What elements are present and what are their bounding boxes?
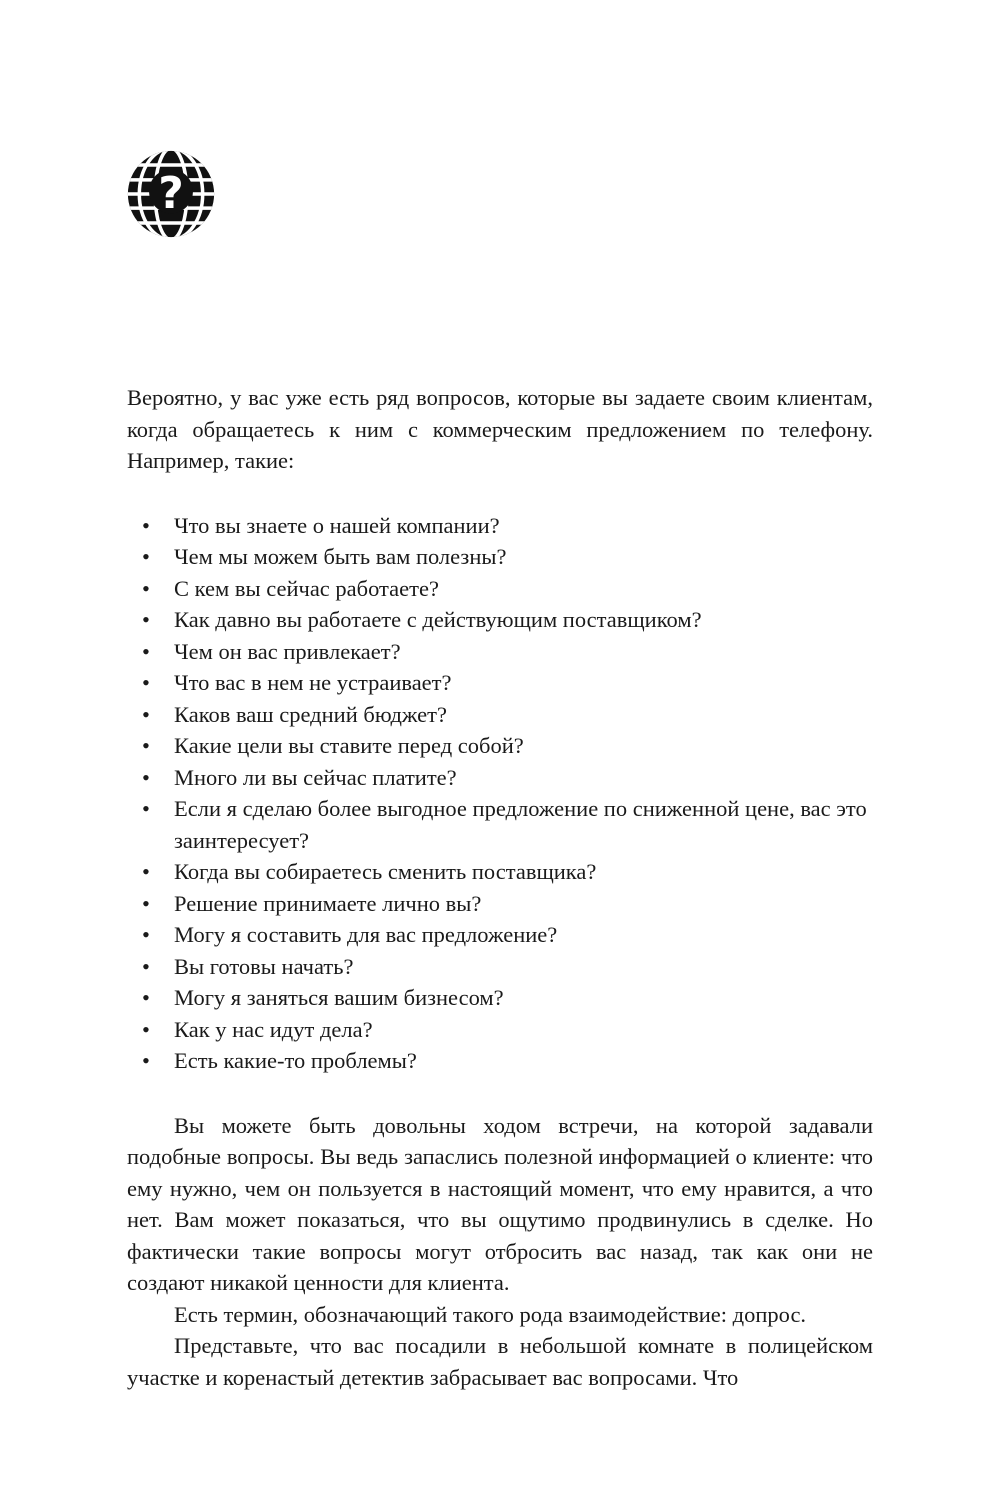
body-paragraph: Представьте, что вас посадили в небольшой комнате в полицейском участке и коренастый детектив забрасывает вас вопросами. Что bbox=[127, 1333, 873, 1390]
intro-paragraph: Вероятно, у вас уже есть ряд вопросов, которые вы задаете своим клиентам, когда обращаетесь к ним с коммерческим предложением по телефону. Например, такие: bbox=[127, 385, 873, 473]
list-item: • Чем мы можем быть вам полезны? bbox=[127, 541, 873, 573]
list-item: • Как давно вы работаете с действующим поставщиком? bbox=[127, 604, 873, 636]
list-item: • Чем он вас привлекает? bbox=[127, 636, 873, 668]
list-item: • Что вы знаете о нашей компании? bbox=[127, 510, 873, 542]
body-paragraph: Вы можете быть довольны ходом встречи, на которой задавали подобные вопросы. Вы ведь запаслись полезной информацией о клиенте: что ему нужно, чем он пользуется в настоящий момент, что ему нравится, а что нет. Вам может показаться, что вы ощутимо продвинулись в сделке. Но фактически такие вопросы могут отбросить вас назад, так как они не создают никакой ценности для клиента. bbox=[127, 1112, 873, 1295]
list-item: • Когда вы собираетесь сменить поставщика? bbox=[127, 856, 873, 888]
list-item: • Есть какие-то проблемы? bbox=[127, 1045, 873, 1077]
list-item: • Вы готовы начать? bbox=[127, 951, 873, 983]
list-item: • С кем вы сейчас работаете? bbox=[127, 573, 873, 605]
list-item: • Как у нас идут дела? bbox=[127, 1014, 873, 1046]
list-item: • Что вас в нем не устраивает? bbox=[127, 667, 873, 699]
list-item: • Каков ваш средний бюджет? bbox=[127, 699, 873, 731]
list-item: • Решение принимаете лично вы? bbox=[127, 888, 873, 920]
list-item: • Какие цели вы ставите перед собой? bbox=[127, 730, 873, 762]
globe-question-icon bbox=[127, 150, 215, 238]
list-item: • Если я сделаю более выгодное предложение по сниженной цене, вас это заинтересует? bbox=[127, 793, 873, 856]
list-item: • Много ли вы сейчас платите? bbox=[127, 762, 873, 794]
list-item: • Могу я составить для вас предложение? bbox=[127, 919, 873, 951]
body-paragraph: Есть термин, обозначающий такого рода взаимодействие: допрос. bbox=[174, 1301, 807, 1327]
question-mark-glyph: ? bbox=[158, 168, 184, 220]
list-item: • Могу я заняться вашим бизнесом? bbox=[127, 982, 873, 1014]
page-body bbox=[127, 382, 873, 1393]
question-list bbox=[127, 510, 873, 1077]
